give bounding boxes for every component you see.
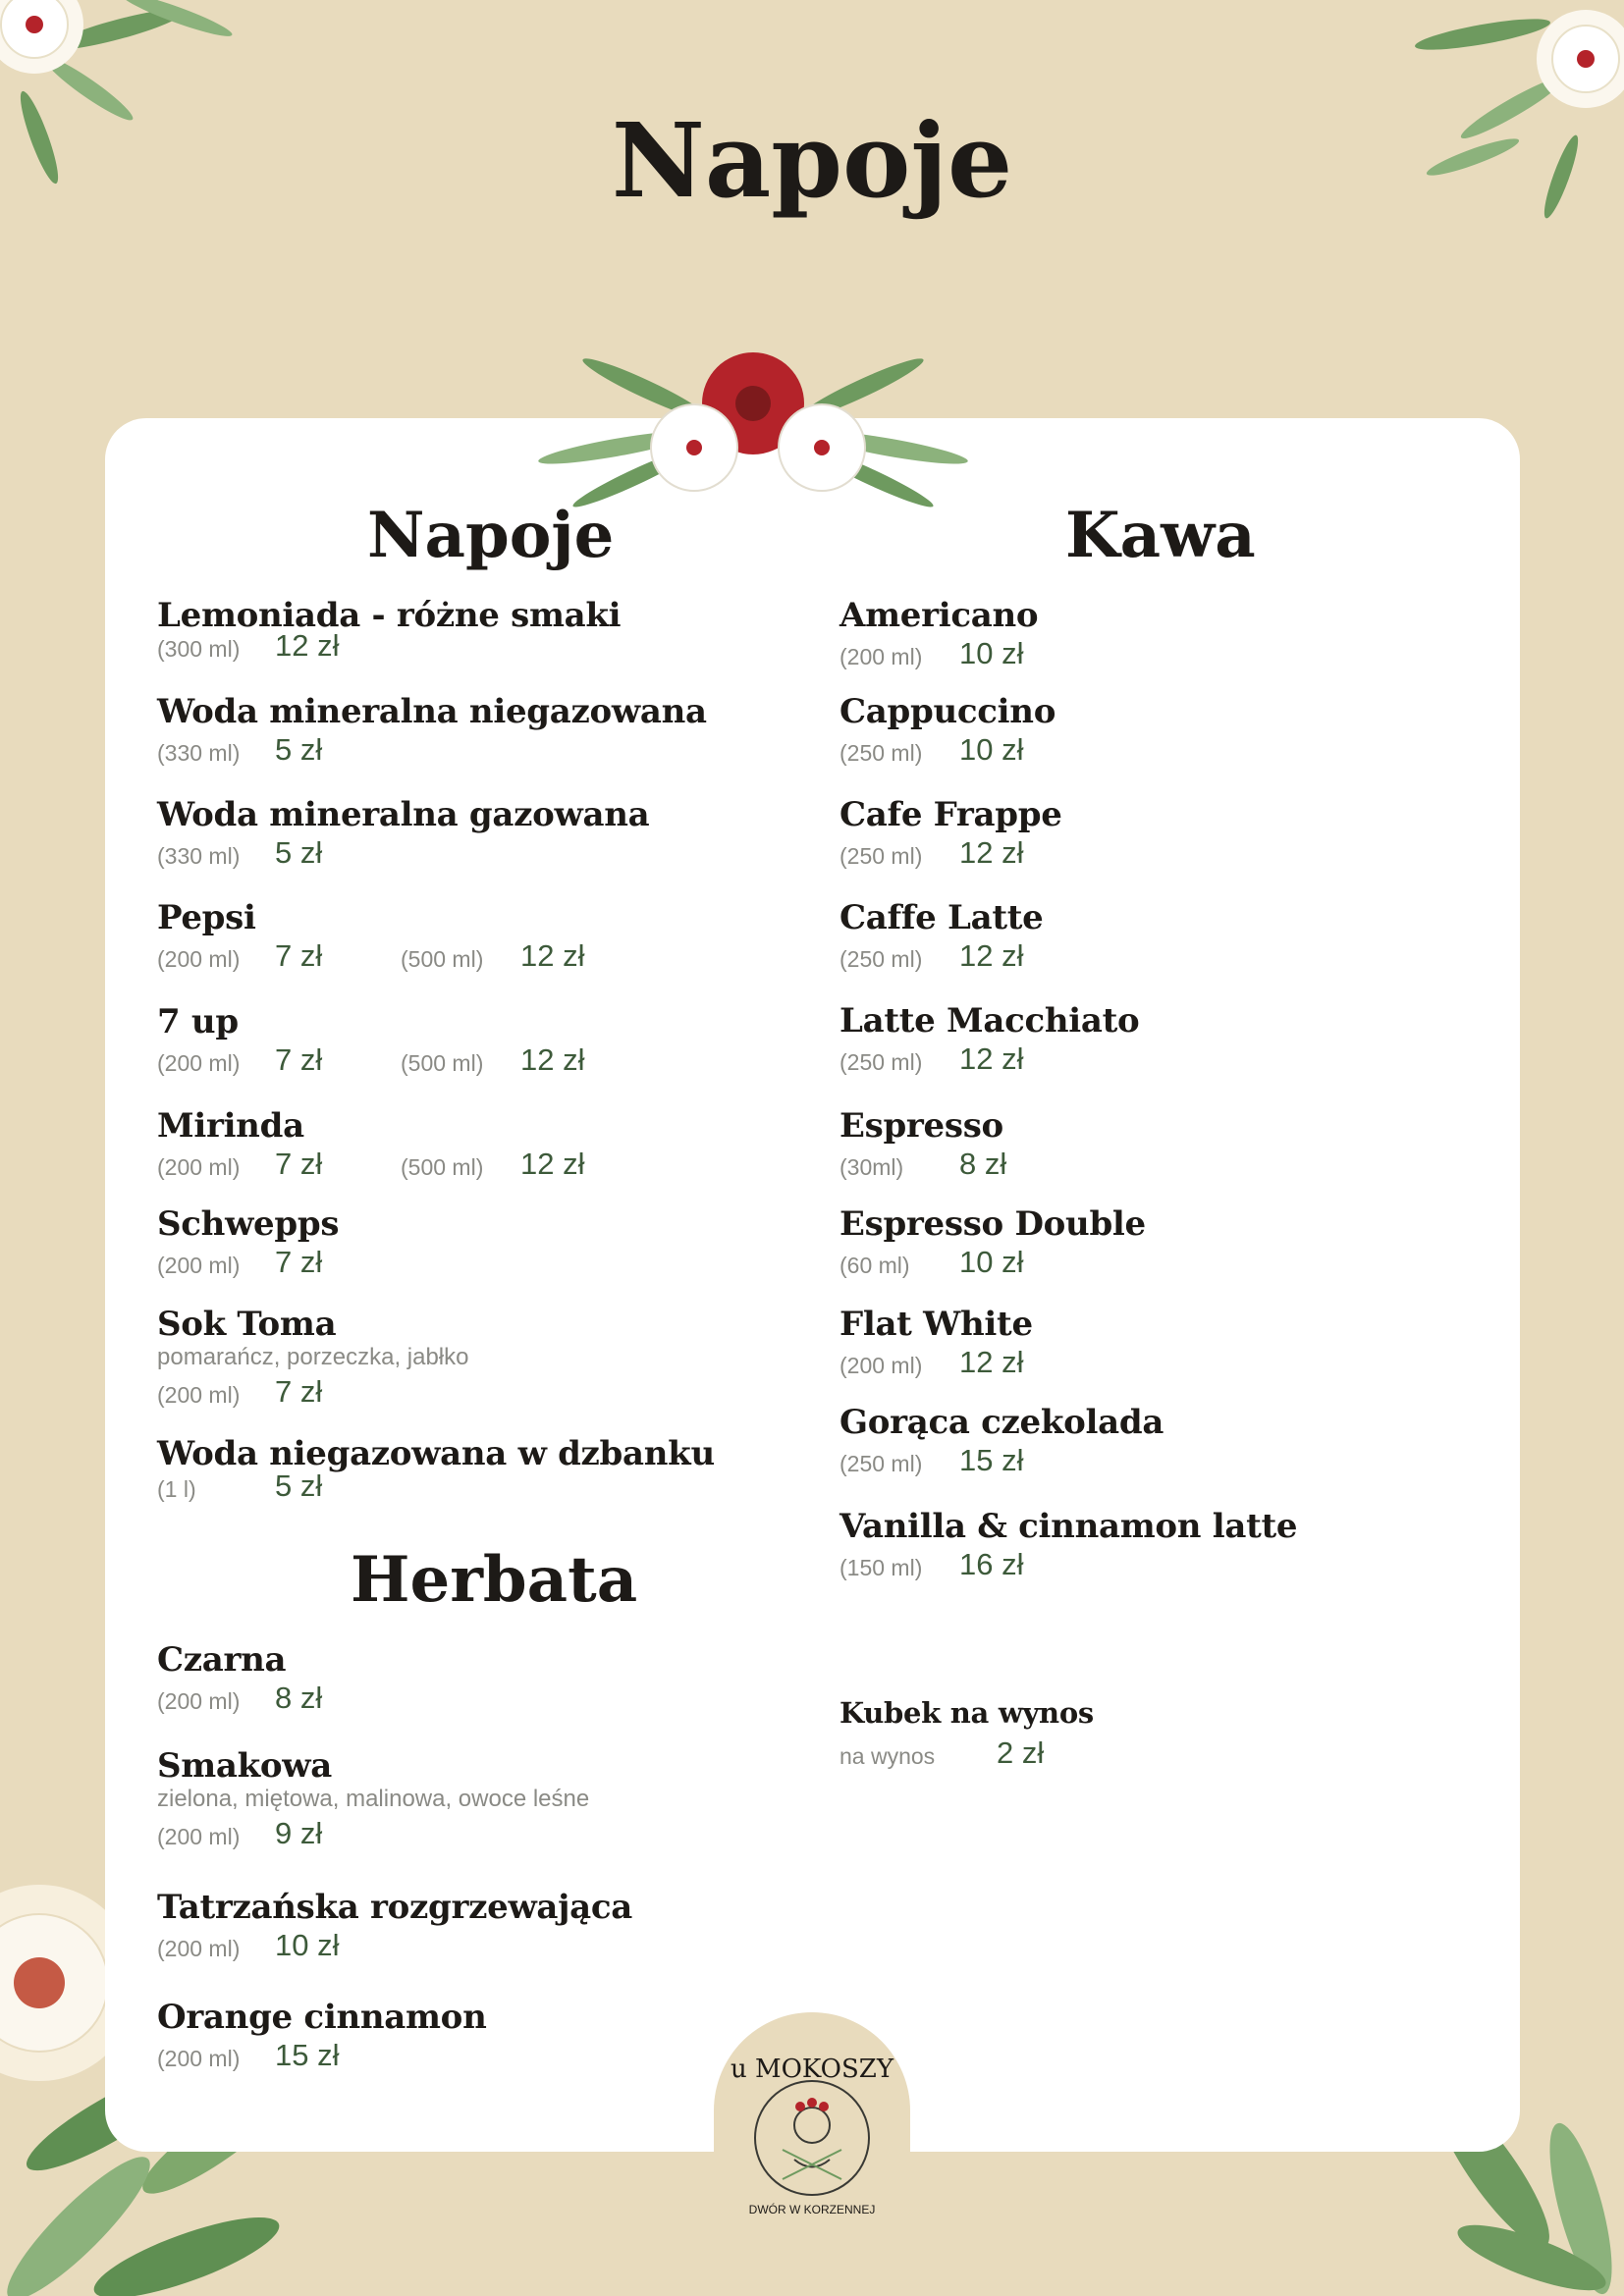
floral-bouquet-decoration	[537, 349, 969, 516]
price-row	[157, 1372, 468, 1414]
price-row	[157, 1145, 585, 1186]
item-volume: (200 ml)	[839, 1353, 923, 1378]
item-price: 7 zł	[275, 1245, 323, 1279]
item-volume: (200 ml)	[839, 644, 923, 669]
page-title: Napoje	[611, 100, 1013, 221]
item-price: 9 zł	[275, 1816, 323, 1850]
item-volume: (250 ml)	[839, 1049, 923, 1075]
item-volume: (150 ml)	[839, 1555, 923, 1580]
item-note: na wynos	[839, 1743, 936, 1769]
item-price: 2 zł	[997, 1735, 1045, 1770]
item-price: 12 zł	[959, 1041, 1024, 1076]
item-volume: (250 ml)	[839, 1451, 923, 1476]
item-price: 12 zł	[275, 628, 340, 663]
menu-item	[839, 1508, 1297, 1586]
item-description: pomarańcz, porzeczka, jabłko	[157, 1344, 469, 1370]
logo-top-text: u MOKOSZY	[730, 2055, 894, 2084]
item-name: Czarna	[157, 1640, 287, 1680]
price-row	[157, 936, 585, 978]
item-price: 10 zł	[959, 636, 1024, 670]
item-volume: (200 ml)	[157, 1253, 241, 1278]
item-volume: (200 ml)	[157, 1688, 241, 1714]
item-name: Woda mineralna niegazowana	[157, 692, 707, 731]
item-name: Cafe Frappe	[839, 795, 1062, 834]
price-row	[839, 833, 1062, 875]
item-volume: (200 ml)	[157, 1050, 241, 1076]
item-price: 15 zł	[275, 2038, 340, 2072]
item-price: 12 zł	[520, 1042, 585, 1077]
menu-item	[157, 1002, 585, 1082]
takeaway-cup-item	[839, 1694, 1094, 1775]
item-price: 16 zł	[959, 1547, 1024, 1581]
item-name: Woda mineralna gazowana	[157, 795, 650, 834]
item-volume: (250 ml)	[839, 843, 923, 869]
item-volume: (330 ml)	[157, 740, 241, 766]
item-volume: (500 ml)	[401, 1154, 484, 1180]
price-row	[157, 1814, 589, 1855]
item-price: 12 zł	[959, 938, 1024, 973]
item-name: Mirinda	[157, 1106, 304, 1146]
item-volume: (200 ml)	[157, 946, 241, 972]
price-row	[839, 1243, 1146, 1284]
item-price: 8 zł	[959, 1147, 1007, 1181]
item-volume: (200 ml)	[157, 2046, 241, 2071]
menu-item	[839, 597, 1038, 675]
price-row	[157, 1926, 632, 1967]
item-volume: (330 ml)	[157, 843, 241, 869]
menu-item	[839, 1404, 1164, 1482]
item-price: 15 zł	[959, 1443, 1024, 1477]
item-price: 12 zł	[959, 835, 1024, 870]
item-name: Cappuccino	[839, 692, 1056, 731]
price-row	[839, 1734, 1094, 1775]
item-price: 7 zł	[275, 1042, 323, 1077]
price-row	[157, 1467, 715, 1508]
menu-item	[157, 1640, 323, 1720]
item-price: 8 zł	[275, 1681, 323, 1715]
menu-card	[105, 418, 1520, 2152]
item-price: 12 zł	[520, 938, 585, 973]
price-row	[839, 1545, 1297, 1586]
menu-item	[157, 1747, 589, 1855]
item-name: Pepsi	[157, 898, 256, 937]
item-description: zielona, miętowa, malinowa, owoce leśne	[157, 1786, 590, 1812]
price-row	[157, 1243, 339, 1284]
menu-item	[839, 899, 1044, 978]
item-volume: (250 ml)	[839, 740, 923, 766]
item-volume: (500 ml)	[401, 1050, 484, 1076]
logo-bottom-text: DWÓR W KORZENNEJ	[748, 2203, 876, 2216]
menu-item	[839, 1205, 1146, 1284]
price-row	[157, 1679, 323, 1720]
item-price: 7 zł	[275, 1374, 323, 1409]
item-price: 12 zł	[959, 1345, 1024, 1379]
item-volume: (30ml)	[839, 1154, 904, 1180]
section-title-kawa: Kawa	[1065, 499, 1256, 572]
item-name: Sok Toma	[157, 1305, 337, 1344]
item-price: 5 zł	[275, 732, 323, 767]
item-volume: (200 ml)	[157, 1154, 241, 1180]
menu-item	[839, 1106, 1007, 1186]
item-name: Orange cinnamon	[157, 1998, 487, 2037]
item-name: Smakowa	[157, 1746, 332, 1786]
item-volume: (300 ml)	[157, 636, 241, 662]
menu-item	[157, 1889, 632, 1967]
price-row	[157, 2036, 486, 2077]
menu-item	[157, 1435, 715, 1508]
item-name: Espresso	[839, 1106, 1003, 1146]
item-name: Latte Macchiato	[839, 1001, 1140, 1041]
item-volume: (1 l)	[157, 1476, 196, 1502]
item-price: 5 zł	[275, 835, 323, 870]
menu-item	[839, 796, 1062, 875]
menu-item	[157, 1205, 339, 1284]
item-volume: (500 ml)	[401, 946, 484, 972]
item-name: Kubek na wynos	[839, 1696, 1094, 1730]
price-row	[839, 1343, 1033, 1384]
item-price: 10 zł	[275, 1928, 340, 1962]
item-price: 5 zł	[275, 1468, 323, 1503]
item-price: 7 zł	[275, 1147, 323, 1181]
menu-item	[157, 1106, 585, 1186]
item-name: Caffe Latte	[839, 898, 1044, 937]
section-title-herbata: Herbata	[351, 1543, 638, 1617]
menu-item	[839, 693, 1056, 772]
price-row	[839, 730, 1056, 772]
item-volume: (200 ml)	[157, 1936, 241, 1961]
item-name: Schwepps	[157, 1204, 340, 1244]
price-row	[839, 1040, 1139, 1081]
item-name: Americano	[839, 596, 1039, 635]
price-row	[157, 1041, 585, 1082]
menu-item	[839, 1306, 1033, 1384]
menu-item	[157, 597, 621, 667]
item-name: Tatrzańska rozgrzewająca	[157, 1888, 633, 1927]
item-price: 7 zł	[275, 938, 323, 973]
item-name: Lemoniada - różne smaki	[157, 596, 622, 635]
price-row	[839, 634, 1038, 675]
price-row	[839, 1441, 1164, 1482]
item-price: 10 zł	[959, 1245, 1024, 1279]
item-name: Gorąca czekolada	[839, 1403, 1164, 1442]
item-volume: (200 ml)	[157, 1824, 241, 1849]
menu-item	[157, 898, 585, 978]
item-price: 12 zł	[520, 1147, 585, 1181]
item-volume: (60 ml)	[839, 1253, 910, 1278]
menu-item	[157, 1306, 468, 1414]
price-row	[157, 833, 649, 875]
item-name: Flat White	[839, 1305, 1033, 1344]
item-volume: (250 ml)	[839, 946, 923, 972]
mokoszy-logo	[714, 2012, 910, 2248]
price-row	[839, 1145, 1007, 1186]
item-name: Espresso Double	[839, 1204, 1146, 1244]
menu-item	[157, 1999, 486, 2077]
item-name: Woda niegazowana w dzbanku	[157, 1434, 715, 1473]
price-row	[157, 730, 707, 772]
menu-item	[157, 796, 649, 875]
section-title-napoje: Napoje	[367, 499, 615, 572]
menu-item	[157, 693, 707, 772]
price-row	[157, 626, 621, 667]
item-price: 10 zł	[959, 732, 1024, 767]
item-name: Vanilla & cinnamon latte	[839, 1507, 1298, 1546]
price-row	[839, 936, 1044, 978]
menu-item	[839, 1002, 1139, 1081]
item-volume: (200 ml)	[157, 1382, 241, 1408]
item-name: 7 up	[157, 1002, 239, 1041]
